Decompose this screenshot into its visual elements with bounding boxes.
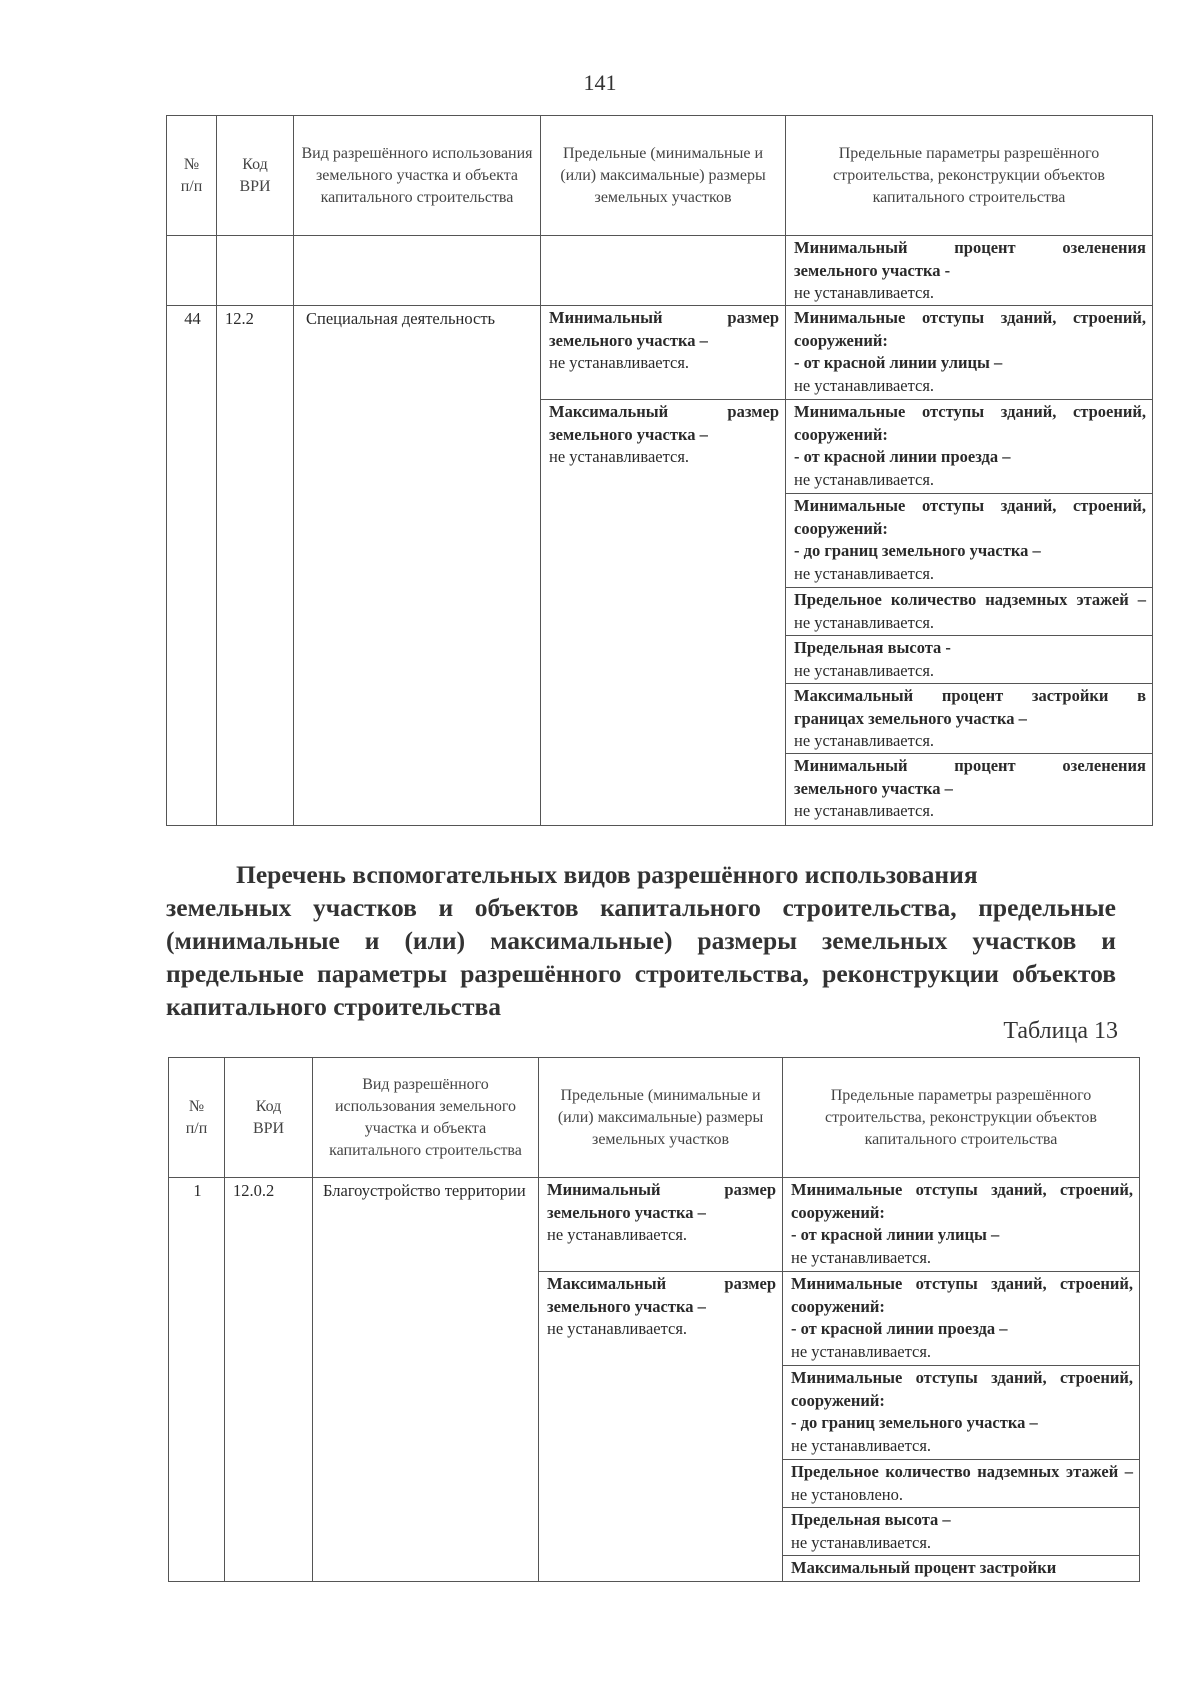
param-cell: Минимальные отступы зданий, строений, сооружений: - от красной линии улицы – не устанавливается. — [786, 306, 1153, 400]
header-plot-sizes: Предельные (минимальные и (или) максимальные) размеры земельных участков — [539, 1058, 783, 1178]
min-size-cell: Минимальный размер земельного участка – не устанавливается. — [541, 306, 786, 400]
param-cell: Предельное количество надземных этажей – не устанавливается. — [786, 588, 1153, 636]
header-code: Код ВРИ — [225, 1058, 313, 1178]
min-size-cell: Минимальный размер земельного участка – не устанавливается. — [539, 1178, 783, 1272]
row-code: 12.2 — [217, 306, 294, 826]
table-auxiliary-uses — [168, 1057, 1140, 1582]
param-cell: Минимальные отступы зданий, строений, сооружений: - до границ земельного участка – не устанавливается. — [786, 494, 1153, 588]
table-row — [167, 306, 1153, 400]
row-num: 44 — [167, 306, 217, 826]
param-cell: Минимальные отступы зданий, строений, сооружений: - от красной линии проезда – не устанавливается. — [786, 400, 1153, 494]
param-cell: Предельное количество надземных этажей – не установлено. — [783, 1460, 1140, 1508]
table-caption: Таблица 13 — [1003, 1018, 1118, 1044]
param-cell: Минимальный процент озеленения земельного участка – не устанавливается. — [786, 754, 1153, 826]
param-cell: Минимальные отступы зданий, строений, сооружений: - от красной линии проезда – не устанавливается. — [783, 1272, 1140, 1366]
header-plot-sizes: Предельные (минимальные и (или) максимальные) размеры земельных участков — [541, 116, 786, 236]
table-row — [167, 236, 1153, 306]
param-cell: Минимальный процент озеленения земельного участка - не устанавливается. — [786, 236, 1153, 306]
header-build-params: Предельные параметры разрешённого строительства, реконструкции объектов капитального строительства — [786, 116, 1153, 236]
row-use-name: Специальная деятельность — [294, 306, 541, 826]
header-use-type: Вид разрешённого использования земельного участка и объекта капитального строительства — [313, 1058, 539, 1178]
page-number: 141 — [583, 70, 617, 95]
header-build-params: Предельные параметры разрешённого строительства, реконструкции объектов капитального строительства — [783, 1058, 1140, 1178]
row-num: 1 — [169, 1178, 225, 1582]
max-size-cell: Максимальный размер земельного участка – не устанавливается. — [539, 1272, 783, 1582]
table-header-row — [167, 116, 1153, 236]
max-size-cell: Максимальный размер земельного участка – не устанавливается. — [541, 400, 786, 826]
header-code: Код ВРИ — [217, 116, 294, 236]
param-cell: Максимальный процент застройки — [783, 1556, 1140, 1582]
header-num: № п/п — [167, 116, 217, 236]
header-num: № п/п — [169, 1058, 225, 1178]
section-heading — [166, 858, 1116, 1023]
section-heading-rest: земельных участков и объектов капитального строительства, предельные (минимальные и (или) максимальные) размеры земельных участков и предельные параметры разрешённого строительства, реконструкции объектов капитального строительства — [166, 893, 1116, 1021]
param-cell: Предельная высота – не устанавливается. — [783, 1508, 1140, 1556]
param-cell: Минимальные отступы зданий, строений, сооружений: - до границ земельного участка – не устанавливается. — [783, 1366, 1140, 1460]
row-code: 12.0.2 — [225, 1178, 313, 1582]
param-cell: Минимальные отступы зданий, строений, сооружений: - от красной линии улицы – не устанавливается. — [783, 1178, 1140, 1272]
table-header-row — [169, 1058, 1140, 1178]
table-main-uses — [166, 115, 1153, 826]
section-heading-line1: Перечень вспомогательных видов разрешённого использования — [236, 860, 978, 889]
table-row — [169, 1178, 1140, 1272]
header-use-type: Вид разрешённого использования земельного участка и объекта капитального строительства — [294, 116, 541, 236]
param-cell: Максимальный процент застройки в границах земельного участка – не устанавливается. — [786, 684, 1153, 754]
row-use-name: Благоустройство территории — [313, 1178, 539, 1582]
param-cell: Предельная высота - не устанавливается. — [786, 636, 1153, 684]
